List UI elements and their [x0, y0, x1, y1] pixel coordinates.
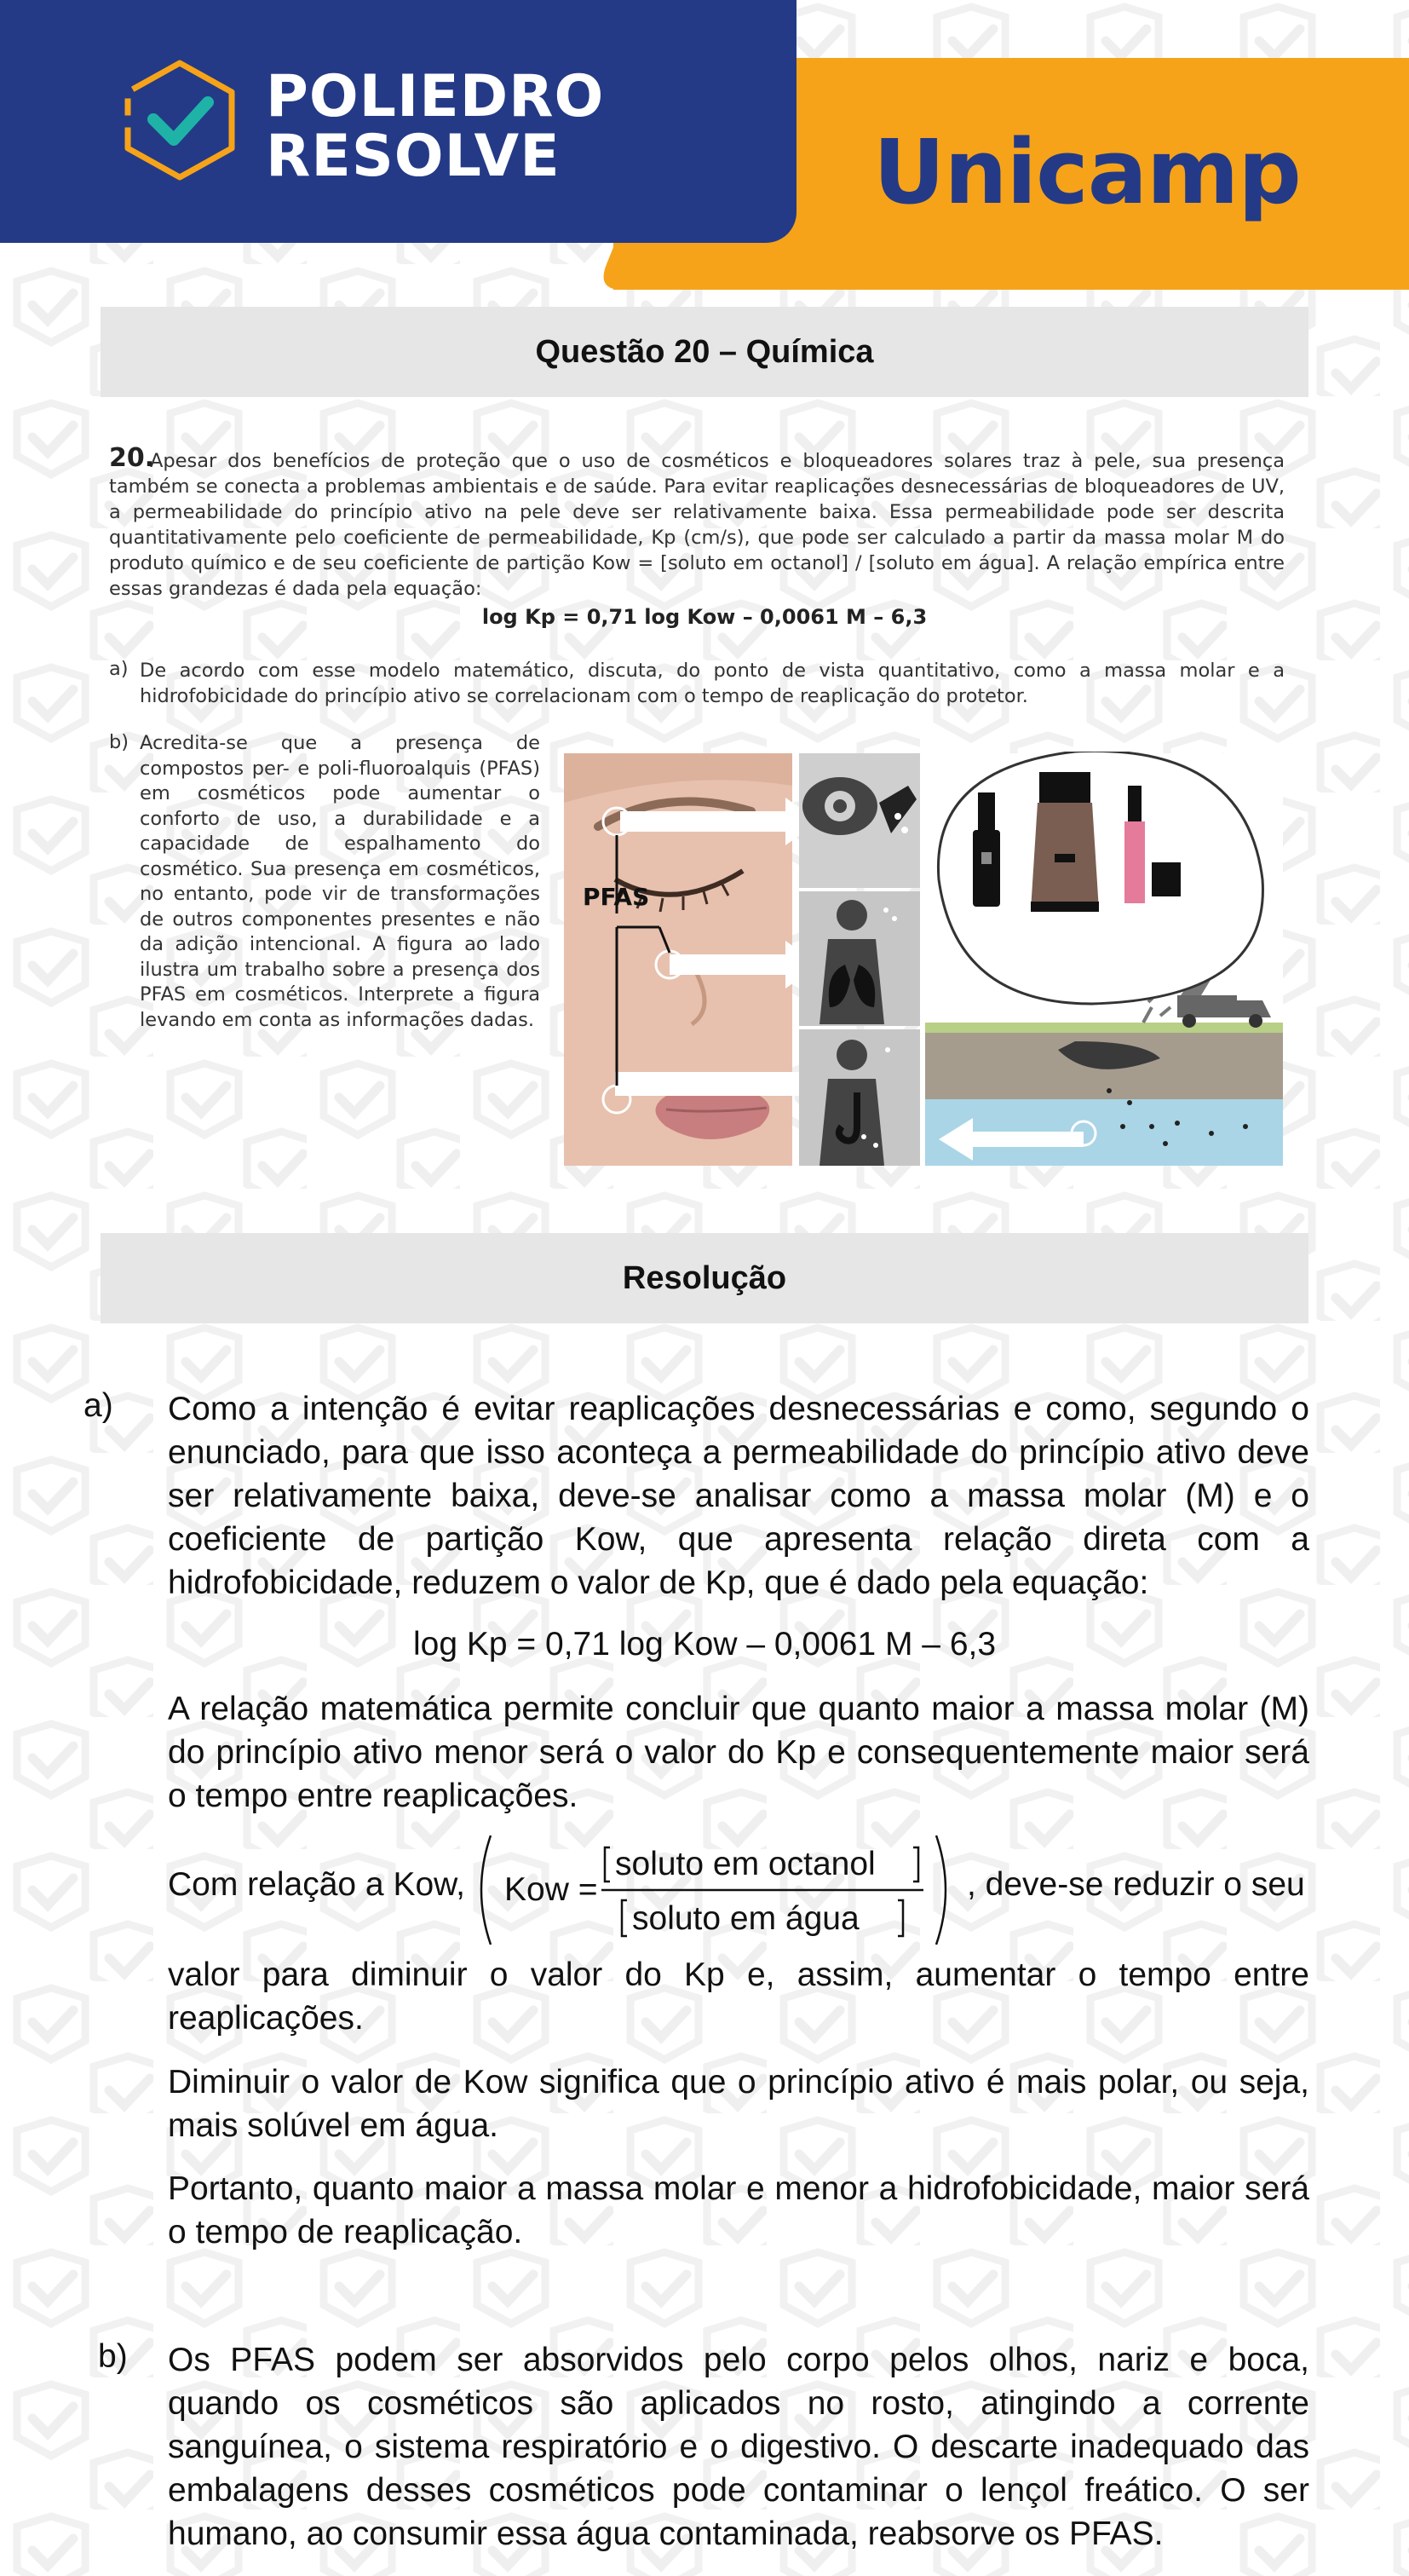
question-title-bar: [101, 307, 1308, 397]
eye-icon: [799, 753, 920, 888]
brand-title-line2: RESOLVE: [266, 123, 561, 190]
stomach-icon: [799, 1029, 920, 1166]
resolution-a-kow-tail: , deve-se reduzir o seu: [967, 1866, 1305, 1903]
resolution-title: Resolução: [622, 1259, 787, 1296]
cosmetics-icon: [938, 752, 1262, 1004]
kow-fraction-formula: [477, 1832, 950, 1948]
resolution-item-a-label: a): [83, 1387, 113, 1424]
question-equation: log Kp = 0,71 log Kow – 0,0061 M – 6,3: [481, 605, 928, 629]
pfas-figure: [564, 752, 1283, 1167]
resolution-a-kow-lead: Com relação a Kow,: [168, 1866, 466, 1903]
university-name: Unicamp: [873, 120, 1301, 224]
brand-title-line1: POLIEDRO: [266, 63, 605, 130]
resolution-item-b-label: b): [98, 2338, 128, 2375]
kow-fraction-lhs: Kow =: [504, 1871, 598, 1908]
resolution-b-paragraph-1: Os PFAS podem ser absorvidos pelo corpo pelos olhos, nariz e boca, quando os cosméticos são aplicados no rosto, atingindo a corrente sanguínea, o sistema respiratório e o digestivo. O descarte inadequado das embalagens desses cosméticos pode contaminar o lençol freático. O ser humano, ao consumir essa água contaminada, reabsorve os PFAS.: [168, 2342, 1309, 2552]
pfas-figure-label: PFAS: [583, 883, 650, 911]
lungs-icon: [799, 891, 920, 1026]
question-item-b-label: b): [109, 731, 129, 753]
resolution-a-paragraph-2: A relação matemática permite concluir que quanto maior a massa molar (M) do princípio ativo menor será o valor do Kp e consequentemente maior será o tempo entre reaplicações.: [168, 1691, 1309, 1814]
question-number: 20.: [109, 443, 155, 473]
kow-fraction-denominator: soluto em água: [632, 1900, 860, 1937]
kow-fraction-numerator: soluto em octanol: [615, 1846, 876, 1882]
resolution-a-paragraph-4: Diminuir o valor de Kow significa que o princípio ativo é mais polar, ou seja, mais solúvel em água.: [168, 2064, 1309, 2144]
resolution-a-equation: log Kp = 0,71 log Kow – 0,0061 M – 6,3: [412, 1626, 997, 1663]
resolution-a-paragraph-5: Portanto, quanto maior a massa molar e menor a hidrofobicidade, maior será o tempo de reaplicação.: [168, 2170, 1309, 2250]
question-item-a-label: a): [109, 658, 129, 680]
resolution-a-paragraph-1: Como a intenção é evitar reaplicações desnecessárias e como, segundo o enunciado, para que isso aconteça a permeabilidade do princípio ativo deve ser relativamente baixa, deve-se analisar como a massa molar (M) e o coeficiente de partição Kow, que apresenta relação direta com a hidrofobicidade, reduzem o valor de Kp, que é dado pela equação:: [168, 1391, 1309, 1601]
question-item-a-text: De acordo com esse modelo matemático, discuta, do ponto de vista quantitativo, como a massa molar e a hidrofobicidade do princípio ativo se correlacionam com o tempo de reaplicação do protetor.: [140, 660, 1285, 707]
question-item-b-text: Acredita-se que a presença de compostos per- e poli-fluoroalquis (PFAS) em cosméticos pode aumentar o conforto de uso, a durabilidade e a capacidade de espalhamento do cosmético. Sua presença em cosméticos, no entanto, pode vir de transformações de outros componentes presentes e não da adição intencional. A figura ao lado ilustra um trabalho sobre a presença dos PFAS em cosméticos. Interprete a figura levando em conta as informações dadas.: [140, 732, 540, 1031]
resolution-a-paragraph-3: valor para diminuir o valor do Kp e, assim, aumentar o tempo entre reaplicações.: [168, 1956, 1309, 2037]
resolution-title-bar: [101, 1233, 1308, 1323]
question-title: Questão 20 – Química: [535, 333, 874, 370]
checkmark-hexagon-logo-icon: [116, 56, 244, 184]
question-intro: Apesar dos benefícios de proteção que o uso de cosméticos e bloqueadores solares traz à pele, sua presença também se conecta a problemas ambientais e de saúde. Para evitar reaplicações desnecessárias de bloqueadores de UV, a permeabilidade do princípio ativo na pele deve ser relativamente baixa. Essa permeabilidade pode ser descrita quantitativamente pelo coeficiente de permeabilidade, Kp (cm/s), que pode ser calculado a partir da massa molar M do produto químico e de seu coeficiente de partição Kow = [soluto em octanol] / [soluto em água]. A relação empírica entre essas grandezas é dada pela equação:: [109, 450, 1285, 600]
